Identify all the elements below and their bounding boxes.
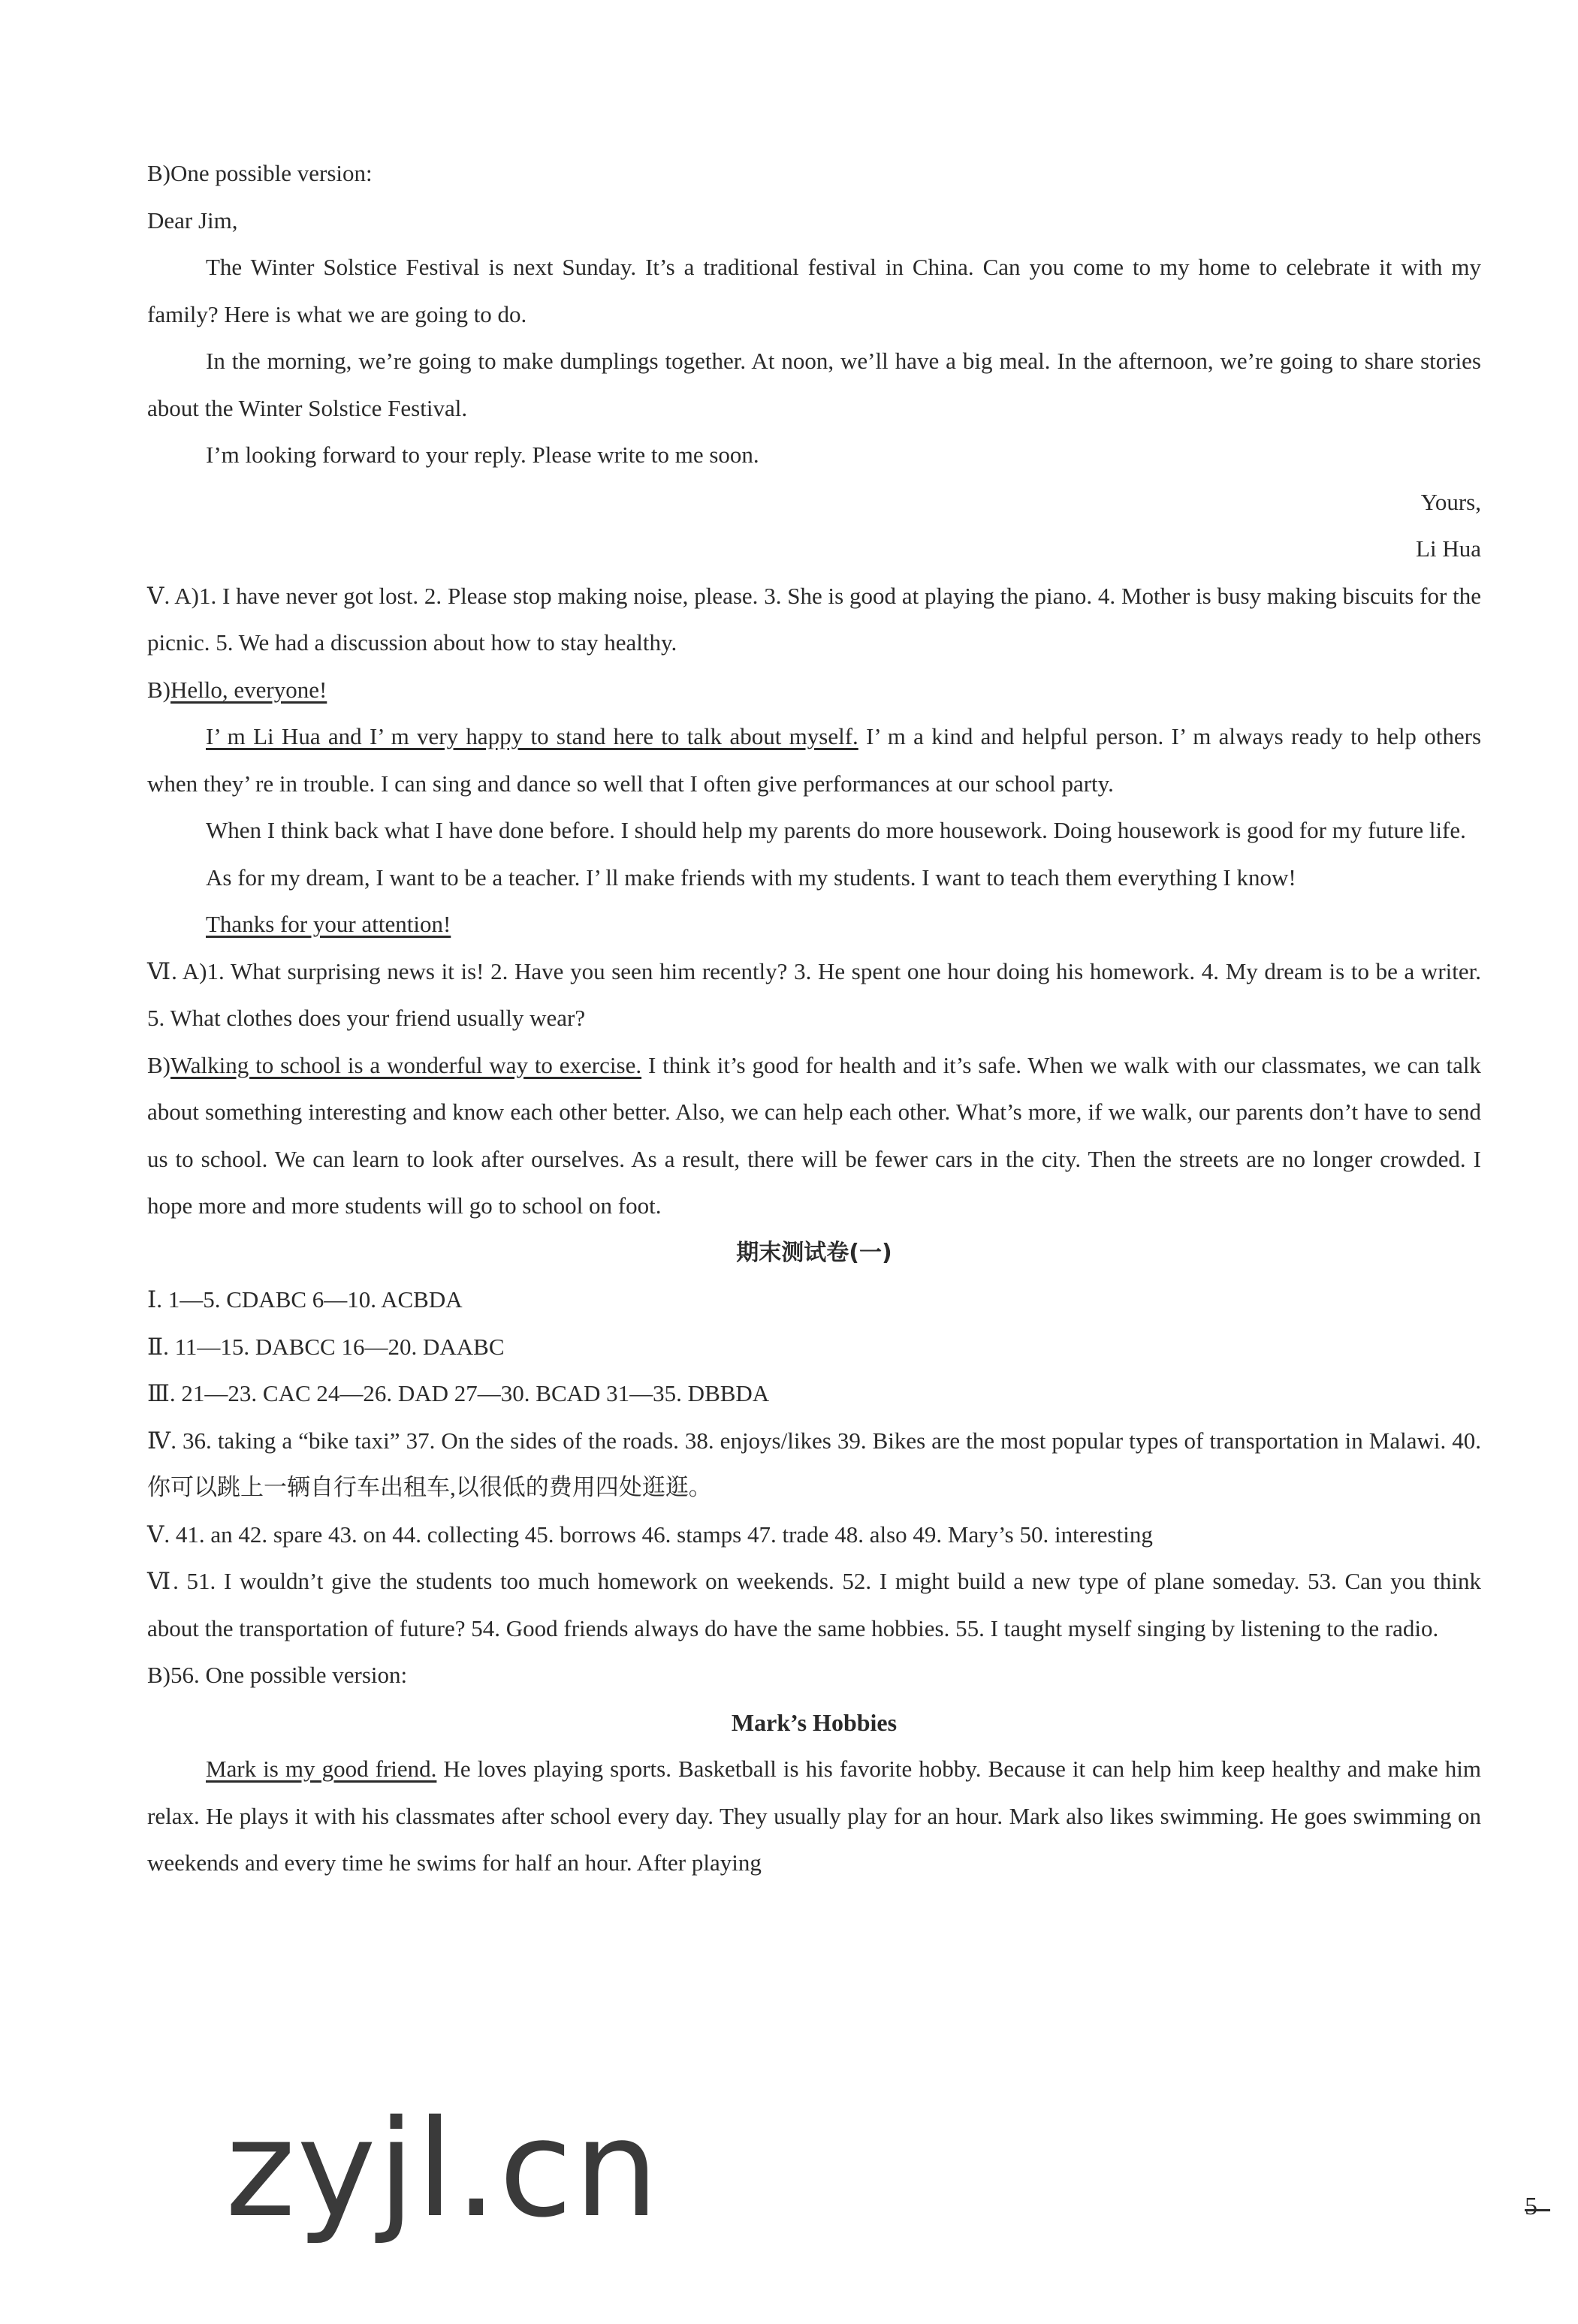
essay-body: I think it’s good for health and it’s safe. When we walk with our classmates, we can talk about something interesting and know each other better. Also, we can help each other. What’s more, if we walk, our parents don’t have to send us to school. We can learn to look after ourselves. As a result, there will be fewer cars in the city. Then the streets are no longer crowded. I hope more and more students will go to school on foot. bbox=[147, 1051, 1482, 1219]
letter-salutation: Dear Jim, bbox=[147, 206, 238, 234]
final-exam-part-iv: Ⅳ. 36. taking a “bike taxi” 37. On the sides of the roads. 38. enjoys/likes 39. Bikes are the most popular types of transportation in Malawi. 40. 你可以跳上一辆自行车出租车,以很低的费用四处逛逛。 bbox=[147, 1427, 1481, 1500]
final-exam-b56-label: B)56. One possible version: bbox=[147, 1662, 408, 1688]
final-exam-part-i: Ⅰ. 1—5. CDABC 6—10. ACBDA bbox=[147, 1286, 463, 1313]
final-exam-title: 期末测试卷(一) bbox=[736, 1239, 892, 1266]
final-exam-part-vi: Ⅵ. 51. I wouldn’t give the students too much homework on weekends. 52. I might build a new type of plane someday. 53. Can you think about the transportation of future? 54. Good friends always do have the same hobbies. 55. I taught myself singing by listening to the radio. bbox=[147, 1568, 1481, 1641]
speech-thanks-line bbox=[147, 901, 1481, 948]
section-vi-b-label: B) bbox=[147, 1051, 170, 1078]
page-number: 5 bbox=[1525, 2193, 1537, 2220]
letter-paragraph-1: The Winter Solstice Festival is next Sunday. It’s a traditional festival in China. Can you come to my home to celebrate it with my family? Here is what we are going to do. bbox=[147, 254, 1481, 327]
watermark-logo: zyjl.cn bbox=[225, 2091, 660, 2247]
speech-paragraph-2: When I think back what I have done before. I should help my parents do more housework. Doing housework is good for my future life. bbox=[206, 817, 1466, 843]
section-v-b-greeting-line bbox=[147, 667, 1481, 714]
answer-page bbox=[147, 150, 1481, 1887]
speech-paragraph-1 bbox=[147, 713, 1481, 807]
speech-greeting: Hello, everyone! bbox=[170, 676, 327, 703]
speech-topic-sentence: I’ m Li Hua and I’ m very happy to stand here to talk about myself. bbox=[206, 723, 858, 749]
section-vi-b-essay bbox=[147, 1042, 1481, 1230]
final-exam-part-v: Ⅴ. 41. an 42. spare 43. on 44. collecting 45. borrows 46. stamps 47. trade 48. also 49. Mary’s 50. interesting bbox=[147, 1521, 1153, 1548]
speech-thanks: Thanks for your attention! bbox=[206, 911, 451, 937]
letter-paragraph-2: In the morning, we’re going to make dumplings together. At noon, we’ll have a big meal. In the afternoon, we’re going to share stories about the Winter Solstice Festival. bbox=[147, 348, 1481, 421]
speech-paragraph-1-rest: I’ m a kind and helpful person. I’ m always ready to help others when they’ re in trouble. I can sing and dance so well that I often give performances at our school party. bbox=[147, 723, 1482, 797]
mark-essay-body: He loves playing sports. Basketball is his favorite hobby. Because it can help him keep healthy and make him relax. He plays it with his classmates after school every day. They usually play for an hour. Mark also likes swimming. He goes swimming on weekends and every time he swims for half an hour. After playing bbox=[147, 1756, 1481, 1876]
version-label: B)One possible version: bbox=[147, 160, 373, 186]
final-exam-part-iii: Ⅲ. 21—23. CAC 24—26. DAD 27—30. BCAD 31—35. DBBDA bbox=[147, 1380, 770, 1406]
section-v-a-answers: Ⅴ. A)1. I have never got lost. 2. Please stop making noise, please. 3. She is good at playing the piano. 4. Mother is busy making biscuits for the picnic. 5. We had a discussion about how to stay healthy. bbox=[147, 582, 1481, 656]
speech-paragraph-3: As for my dream, I want to be a teacher. I’ ll make friends with my students. I want to teach them everything I know! bbox=[206, 864, 1296, 891]
letter-paragraph-3: I’m looking forward to your reply. Please write to me soon. bbox=[206, 442, 759, 468]
mark-essay bbox=[147, 1746, 1481, 1887]
section-vi-a-answers: Ⅵ. A)1. What surprising news it is! 2. Have you seen him recently? 3. He spent one hour doing his homework. 4. My dream is to be a writer. 5. What clothes does your friend usually wear? bbox=[147, 957, 1481, 1031]
mark-essay-topic-sentence: Mark is my good friend. bbox=[206, 1756, 437, 1782]
letter-signature: Li Hua bbox=[1416, 535, 1481, 562]
essay-title: Mark’s Hobbies bbox=[731, 1708, 898, 1736]
essay-topic-sentence: Walking to school is a wonderful way to exercise. bbox=[170, 1051, 642, 1078]
letter-closing: Yours, bbox=[1420, 488, 1481, 515]
section-v-b-label: B) bbox=[147, 676, 170, 703]
final-exam-part-ii: Ⅱ. 11—15. DABCC 16—20. DAABC bbox=[147, 1333, 505, 1360]
